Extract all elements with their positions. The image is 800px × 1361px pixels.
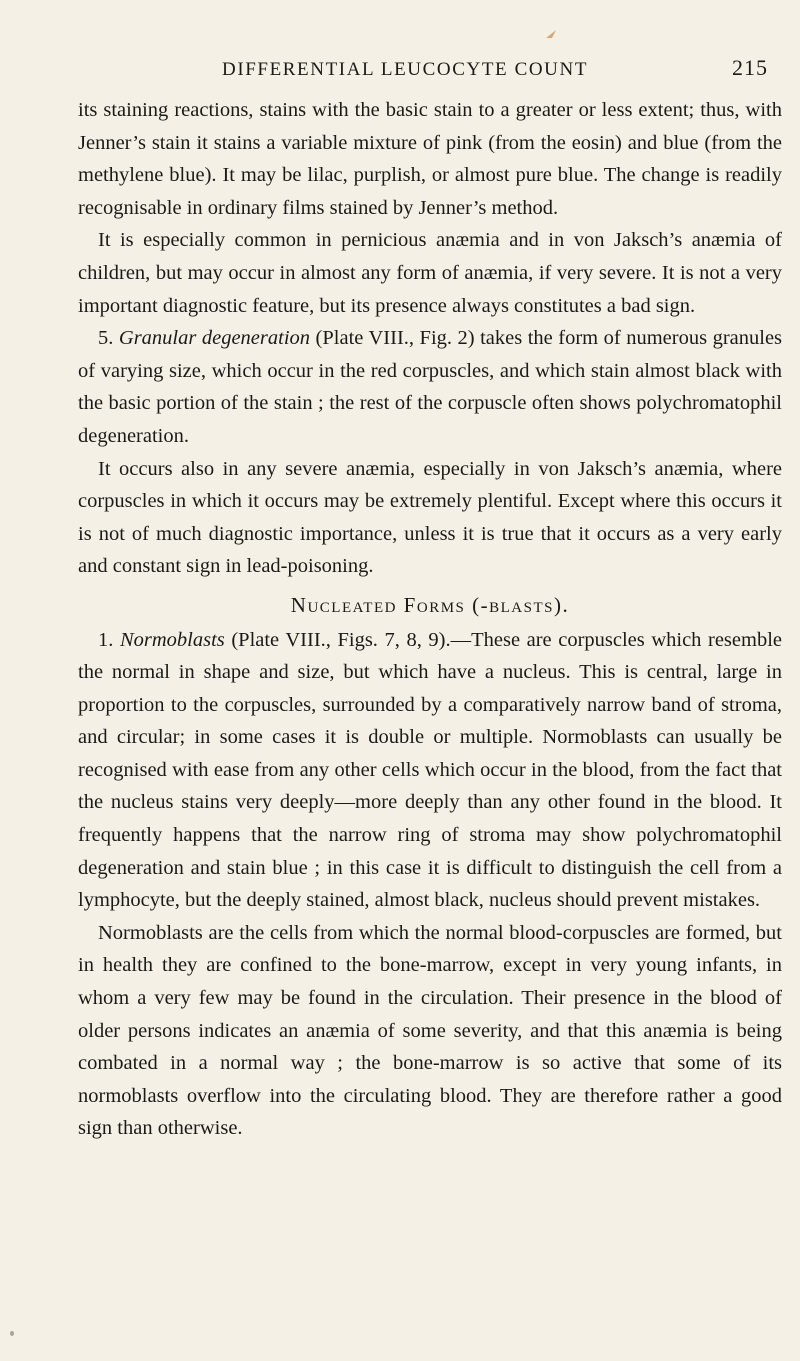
item-number: 5. (98, 327, 114, 350)
book-page (78, 52, 782, 1145)
paragraph-body: (Plate VIII., Figs. 7, 8, 9).—These are corpuscles which resemble the normal in shape and size, but which have a nucleus. This is central, large in proportion to the corpuscles, surrounded by a comparatively narrow band of stroma, and circular; in some cases it is double or multiple. Normoblasts can usually be recognised with ease from any other cells which occur in the blood, from the fact that the nucleus stains very deeply—more deeply than any other found in the blood. It frequently happens that the narrow ring of stroma may show polychromatophil degeneration and stain blue ; in this case it is difficult to distinguish the cell from a lymphocyte, but the deeply stained, almost black, nucleus should prevent mistakes. (78, 628, 782, 912)
page-number: 215 (732, 55, 768, 80)
paragraph-granular-degeneration (78, 322, 782, 452)
term-normoblasts: Normoblasts (119, 628, 225, 651)
paragraph-normoblast-origin: Normoblasts are the cells from which the normal blood-corpuscles are formed, but in health they are confined to the bone-marrow, except in very young infants, in whom a very few may be found in the circulation. Their presence in the blood of older persons indicates an anæmia of some severity, and that this anæmia is being combated in a normal way ; the bone-marrow is so active that some of its normoblasts overflow into the circulating blood. They are therefore rather a good sign than otherwise. (78, 921, 782, 1140)
paragraph-severe-anaemia: It occurs also in any severe anæmia, especially in von Jaksch’s anæmia, where corpuscles in which it occurs may be extremely plentiful. Except where this occurs it is not of much diagnostic importance, unless it is true that it occurs as a very early and constant sign in lead-poisoning. (78, 457, 782, 578)
running-title: DIFFERENTIAL LEUCOCYTE COUNT (222, 59, 589, 80)
section-heading: Nucleated Forms (-blasts). (290, 592, 570, 617)
paragraph-body: (Plate VIII., Fig. 2) takes the form of numerous granules of varying size, which occur in the red corpuscles, and which stain almost black with the basic portion of the stain ; the rest of the corpuscle often shows polychromatophil degeneration. (78, 327, 783, 447)
paragraph-staining-continuation: its staining reactions, stains with the basic stain to a greater or less extent; thus, with Jenner’s stain it stains a variable mixture of pink (from the eosin) and blue (from the methylene blue). It may be lilac, purplish, or almost pure blue. The change is readily recognisable in ordinary films stained by Jenner’s method. (78, 99, 782, 219)
paragraph-anaemia-occurrence: It is especially common in pernicious anæmia and in von Jaksch’s anæmia of children, but may occur in almost any form of anæmia, if very severe. It is not a very important diagnostic feature, but its presence always constitutes a bad sign. (78, 229, 782, 317)
term-granular-degeneration: Granular degeneration (118, 327, 311, 350)
paragraph-normoblasts (78, 624, 782, 917)
item-number: 1. (98, 628, 114, 651)
paper-speck (10, 1331, 14, 1336)
running-header (222, 52, 782, 92)
ink-mark (546, 30, 556, 38)
